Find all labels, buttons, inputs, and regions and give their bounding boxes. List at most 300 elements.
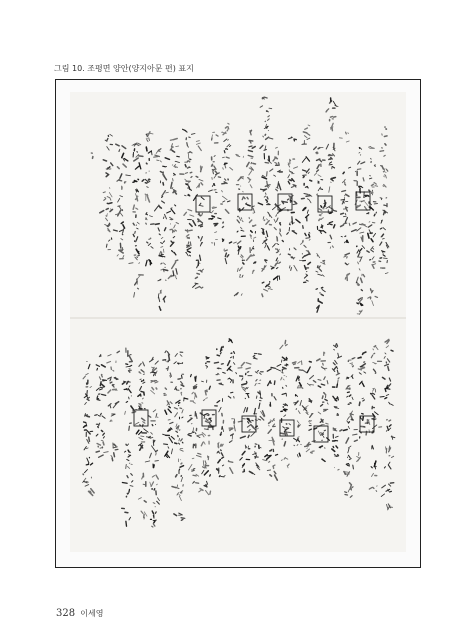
brush-glyph — [126, 348, 128, 356]
brush-glyph — [289, 265, 297, 271]
brush-glyph — [204, 481, 207, 487]
brush-glyph — [140, 379, 144, 381]
brush-glyph — [242, 449, 250, 455]
brush-glyph — [265, 454, 278, 459]
brush-glyph — [318, 180, 323, 184]
brush-glyph — [96, 365, 105, 370]
brush-glyph — [332, 367, 338, 374]
brush-glyph — [135, 194, 138, 201]
brush-glyph — [386, 425, 391, 431]
brush-glyph — [301, 238, 311, 245]
brush-glyph — [234, 293, 242, 296]
brush-glyph — [333, 440, 338, 441]
brush-glyph — [146, 218, 154, 225]
brush-glyph — [372, 262, 376, 268]
brush-glyph — [126, 444, 129, 446]
brush-glyph — [296, 409, 300, 414]
brush-glyph — [224, 249, 227, 251]
brush-glyph — [139, 362, 145, 372]
brush-glyph — [241, 203, 250, 210]
brush-glyph — [110, 382, 114, 387]
brush-glyph — [283, 199, 288, 202]
brush-glyph — [126, 402, 133, 410]
brush-glyph — [295, 368, 307, 373]
brush-glyph — [183, 129, 195, 134]
brush-glyph — [357, 282, 360, 285]
brush-glyph — [237, 216, 242, 223]
brush-glyph — [141, 511, 147, 519]
brush-glyph — [304, 272, 307, 279]
brush-glyph — [86, 387, 92, 388]
brush-glyph — [108, 351, 120, 356]
brush-glyph — [195, 273, 199, 278]
brush-glyph — [302, 138, 310, 145]
brush-glyph — [135, 163, 140, 169]
brush-glyph — [194, 194, 205, 200]
brush-glyph — [227, 361, 235, 371]
brush-glyph — [369, 190, 373, 195]
brush-glyph — [341, 236, 346, 237]
brush-glyph — [193, 384, 197, 388]
brush-glyph — [127, 474, 132, 478]
brush-glyph — [358, 252, 362, 261]
brush-glyph — [333, 356, 341, 365]
brush-glyph — [212, 184, 215, 187]
brush-glyph — [217, 450, 223, 456]
brush-glyph — [133, 144, 137, 157]
brush-glyph — [214, 224, 218, 226]
brush-glyph — [272, 394, 276, 400]
brush-glyph — [178, 379, 183, 385]
brush-glyph — [330, 123, 333, 130]
brush-glyph — [117, 179, 126, 183]
brush-glyph — [269, 437, 274, 445]
brush-glyph — [161, 241, 165, 244]
brush-glyph — [341, 213, 348, 222]
brush-glyph — [155, 205, 162, 211]
brush-glyph — [355, 169, 361, 175]
brush-glyph — [116, 144, 126, 151]
brush-glyph — [359, 398, 364, 405]
brush-glyph — [267, 470, 275, 474]
brush-glyph — [316, 271, 324, 276]
brush-glyph — [182, 374, 184, 378]
brush-glyph — [229, 368, 237, 373]
brush-glyph — [225, 253, 229, 264]
brush-glyph — [290, 159, 295, 164]
brush-glyph — [329, 182, 331, 192]
brush-glyph — [126, 493, 128, 496]
brush-glyph — [198, 213, 202, 216]
brush-glyph — [125, 450, 131, 452]
brush-glyph — [110, 420, 113, 421]
brush-glyph — [126, 364, 132, 367]
brush-glyph — [346, 385, 350, 389]
brush-glyph — [324, 409, 328, 411]
brush-glyph — [348, 358, 355, 362]
brush-glyph — [385, 127, 387, 129]
brush-glyph — [253, 225, 256, 226]
brush-glyph — [159, 234, 163, 239]
brush-glyph — [381, 166, 388, 173]
brush-glyph — [262, 282, 270, 288]
brush-glyph — [223, 166, 233, 170]
brush-glyph — [188, 458, 194, 470]
brush-glyph — [277, 170, 282, 172]
brush-glyph — [282, 393, 286, 396]
land-register-scan — [70, 92, 406, 552]
brush-glyph — [238, 177, 243, 181]
brush-glyph — [382, 251, 386, 256]
author-name: 이세영 — [80, 609, 104, 618]
brush-glyph — [270, 449, 274, 451]
brush-glyph — [129, 423, 132, 430]
brush-glyph — [341, 223, 350, 226]
brush-glyph — [245, 394, 249, 399]
brush-glyph — [133, 205, 138, 209]
brush-glyph — [212, 132, 218, 137]
brush-glyph — [344, 472, 350, 477]
brush-glyph — [263, 134, 273, 139]
brush-glyph — [159, 307, 161, 311]
brush-glyph — [360, 414, 363, 421]
brush-glyph — [372, 473, 377, 476]
brush-glyph — [217, 399, 223, 403]
brush-glyph — [129, 486, 133, 493]
brush-glyph — [330, 117, 336, 121]
brush-glyph — [188, 152, 192, 159]
brush-glyph — [142, 178, 150, 181]
brush-glyph — [135, 246, 139, 254]
brush-glyph — [385, 340, 389, 348]
brush-glyph — [218, 442, 223, 447]
brush-glyph — [83, 373, 88, 378]
brush-glyph — [191, 375, 197, 382]
brush-glyph — [212, 138, 218, 143]
brush-glyph — [164, 394, 166, 396]
brush-glyph — [143, 482, 146, 486]
brush-glyph — [228, 378, 233, 383]
brush-glyph — [276, 249, 279, 253]
brush-glyph — [172, 188, 176, 194]
brush-glyph — [322, 459, 325, 461]
brush-glyph — [105, 139, 112, 151]
brush-glyph — [133, 179, 139, 182]
brush-glyph — [158, 294, 165, 302]
brush-glyph — [111, 453, 115, 461]
brush-glyph — [196, 176, 203, 181]
brush-glyph — [265, 185, 270, 188]
brush-glyph — [274, 215, 278, 223]
brush-glyph — [167, 401, 172, 406]
brush-glyph — [176, 475, 183, 482]
brush-glyph — [346, 375, 353, 379]
brush-glyph — [172, 251, 176, 255]
brush-glyph — [217, 465, 224, 473]
brush-glyph — [84, 422, 87, 427]
handwritten-register-image — [70, 92, 406, 552]
brush-glyph — [291, 185, 296, 188]
brush-glyph — [134, 288, 139, 297]
brush-glyph — [202, 380, 211, 389]
brush-glyph — [343, 430, 357, 431]
brush-glyph — [256, 380, 261, 382]
brush-glyph — [189, 431, 196, 434]
brush-glyph — [251, 231, 256, 233]
brush-glyph — [380, 395, 389, 399]
brush-glyph — [139, 442, 145, 450]
brush-glyph — [96, 423, 99, 426]
brush-glyph — [275, 201, 283, 207]
brush-glyph — [172, 165, 177, 168]
brush-glyph — [171, 223, 179, 228]
brush-glyph — [282, 367, 286, 373]
brush-glyph — [198, 237, 202, 247]
brush-glyph — [111, 414, 115, 416]
brush-glyph — [147, 242, 153, 248]
brush-glyph — [330, 246, 333, 249]
brush-glyph — [331, 98, 337, 106]
brush-glyph — [188, 415, 192, 422]
brush-glyph — [262, 97, 267, 99]
brush-glyph — [180, 448, 183, 451]
brush-glyph — [254, 411, 265, 420]
brush-glyph — [245, 445, 248, 448]
brush-glyph — [343, 207, 347, 211]
brush-glyph — [336, 373, 339, 383]
brush-glyph — [261, 228, 268, 236]
brush-glyph — [84, 481, 89, 486]
brush-glyph — [333, 428, 342, 431]
brush-glyph — [255, 383, 260, 385]
brush-glyph — [303, 175, 312, 181]
brush-glyph — [203, 398, 207, 401]
brush-glyph — [229, 339, 233, 343]
brush-glyph — [333, 434, 338, 438]
brush-glyph — [303, 207, 308, 213]
brush-glyph — [230, 434, 234, 442]
brush-glyph — [171, 179, 173, 189]
brush-glyph — [329, 158, 332, 160]
brush-glyph — [186, 137, 190, 140]
brush-glyph — [222, 239, 231, 243]
brush-glyph — [318, 412, 323, 422]
brush-glyph — [166, 367, 168, 371]
brush-glyph — [368, 296, 378, 305]
brush-glyph — [346, 434, 357, 443]
brush-glyph — [297, 421, 300, 428]
brush-glyph — [368, 233, 376, 242]
brush-glyph — [265, 116, 269, 122]
brush-glyph — [133, 212, 136, 217]
brush-glyph — [152, 511, 156, 518]
brush-glyph — [304, 280, 309, 282]
brush-glyph — [163, 360, 169, 362]
brush-glyph — [108, 389, 117, 393]
brush-glyph — [129, 263, 140, 264]
brush-glyph — [324, 352, 325, 355]
brush-glyph — [146, 147, 152, 155]
brush-glyph — [374, 165, 375, 167]
brush-glyph — [227, 144, 231, 147]
brush-glyph — [120, 239, 122, 248]
brush-glyph — [136, 429, 148, 435]
brush-glyph — [113, 443, 118, 450]
brush-glyph — [172, 150, 175, 153]
brush-glyph — [187, 143, 189, 147]
brush-glyph — [357, 246, 365, 254]
brush-glyph — [192, 392, 197, 399]
brush-glyph — [389, 402, 394, 405]
brush-glyph — [371, 289, 374, 293]
brush-glyph — [191, 424, 196, 432]
brush-glyph — [179, 466, 184, 474]
brush-glyph — [361, 362, 365, 367]
brush-glyph — [382, 144, 386, 148]
brush-glyph — [103, 188, 112, 197]
brush-glyph — [176, 424, 179, 430]
brush-glyph — [354, 178, 364, 186]
brush-glyph — [87, 380, 88, 384]
brush-glyph — [240, 255, 243, 258]
brush-glyph — [150, 450, 158, 457]
brush-glyph — [270, 402, 271, 406]
brush-glyph — [277, 364, 288, 366]
brush-glyph — [258, 200, 270, 205]
brush-glyph — [381, 267, 388, 273]
brush-glyph — [134, 255, 139, 260]
brush-glyph — [371, 393, 375, 399]
brush-glyph — [174, 173, 176, 175]
brush-glyph — [89, 489, 95, 496]
brush-glyph — [345, 263, 349, 265]
brush-glyph — [369, 176, 371, 179]
brush-glyph — [314, 147, 323, 150]
brush-glyph — [107, 361, 116, 363]
brush-glyph — [321, 261, 326, 265]
brush-glyph — [170, 139, 177, 141]
brush-glyph — [242, 260, 244, 264]
brush-glyph — [170, 229, 176, 232]
brush-glyph — [185, 165, 190, 168]
brush-glyph — [373, 361, 382, 364]
brush-glyph — [190, 401, 195, 403]
brush-glyph — [240, 435, 249, 438]
brush-glyph — [358, 367, 364, 370]
brush-glyph — [254, 401, 261, 415]
brush-glyph — [154, 155, 162, 162]
brush-glyph — [264, 193, 268, 199]
brush-glyph — [270, 475, 277, 480]
brush-glyph — [318, 266, 322, 271]
brush-glyph — [294, 444, 302, 445]
brush-glyph — [196, 255, 200, 265]
brush-glyph — [203, 456, 208, 466]
brush-glyph — [322, 393, 326, 399]
brush-glyph — [369, 486, 377, 492]
brush-glyph — [165, 451, 170, 457]
brush-glyph — [273, 157, 279, 165]
brush-glyph — [238, 246, 241, 254]
brush-glyph — [150, 482, 158, 487]
brush-glyph — [358, 262, 360, 270]
brush-glyph — [250, 235, 256, 239]
brush-glyph — [197, 433, 210, 437]
brush-glyph — [352, 228, 364, 233]
brush-glyph — [268, 424, 275, 433]
brush-glyph — [193, 481, 199, 483]
brush-glyph — [222, 222, 223, 227]
brush-glyph — [151, 381, 158, 383]
brush-glyph — [146, 171, 149, 173]
brush-glyph — [358, 161, 365, 164]
brush-glyph — [322, 363, 327, 370]
brush-glyph — [317, 254, 320, 258]
brush-glyph — [240, 275, 243, 278]
brush-glyph — [178, 459, 182, 464]
brush-glyph — [320, 293, 323, 296]
brush-glyph — [160, 181, 163, 185]
brush-glyph — [332, 446, 338, 452]
brush-glyph — [151, 388, 157, 394]
brush-glyph — [334, 468, 339, 471]
brush-glyph — [242, 387, 249, 392]
brush-glyph — [163, 166, 167, 167]
brush-glyph — [333, 396, 339, 401]
brush-glyph — [371, 353, 374, 357]
brush-glyph — [217, 380, 223, 385]
brush-glyph — [140, 382, 145, 390]
brush-glyph — [170, 373, 172, 378]
brush-glyph — [96, 387, 103, 390]
brush-glyph — [288, 179, 294, 184]
brush-glyph — [367, 419, 369, 424]
brush-glyph — [247, 425, 255, 431]
brush-glyph — [297, 453, 300, 457]
brush-glyph — [179, 495, 182, 501]
brush-glyph — [260, 145, 266, 149]
seal-box — [238, 194, 252, 210]
brush-glyph — [262, 289, 272, 297]
brush-glyph — [222, 131, 228, 135]
brush-glyph — [98, 446, 103, 448]
brush-glyph — [172, 260, 178, 268]
brush-glyph — [380, 228, 385, 230]
brush-glyph — [382, 134, 387, 137]
brush-glyph — [168, 428, 172, 431]
brush-glyph — [177, 491, 183, 495]
brush-glyph — [97, 394, 106, 398]
brush-glyph — [302, 253, 309, 258]
brush-glyph — [254, 262, 256, 263]
brush-glyph — [100, 209, 113, 213]
brush-glyph — [126, 463, 133, 469]
brush-glyph — [238, 363, 251, 369]
brush-glyph — [249, 213, 254, 222]
brush-glyph — [180, 417, 184, 419]
brush-glyph — [248, 146, 255, 152]
brush-glyph — [106, 173, 109, 177]
brush-glyph — [170, 217, 173, 219]
brush-glyph — [165, 407, 171, 415]
brush-glyph — [108, 402, 119, 408]
brush-glyph — [356, 274, 364, 283]
brush-glyph — [345, 240, 349, 243]
brush-glyph — [288, 254, 295, 259]
brush-glyph — [104, 197, 111, 201]
brush-glyph — [242, 197, 248, 200]
brush-glyph — [186, 184, 192, 190]
